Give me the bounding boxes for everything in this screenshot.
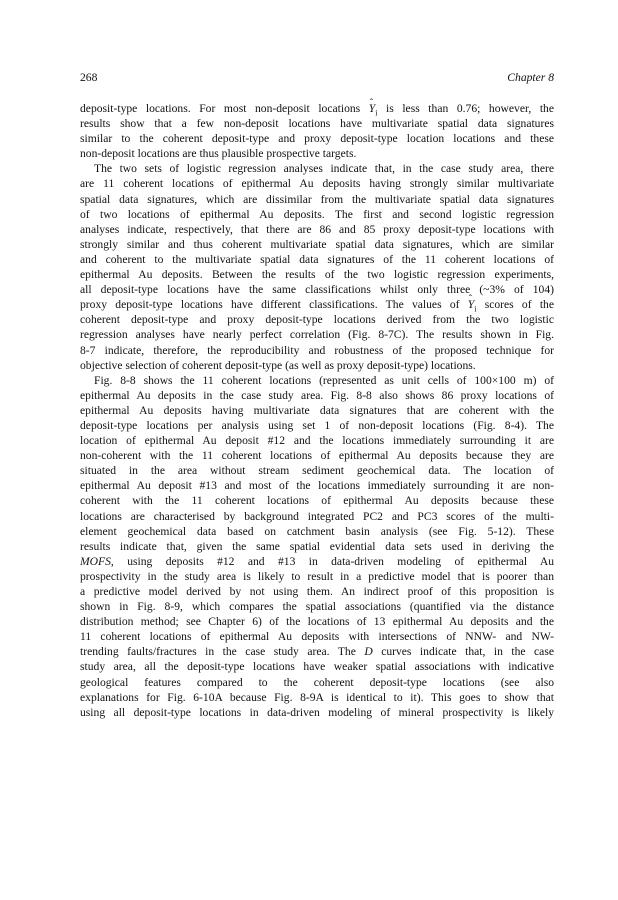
text-segment: locations are characterised by background integrated PC2 and PC3 scores of the multi- bbox=[80, 509, 554, 523]
text-line bbox=[80, 403, 554, 418]
text-segment: non-coherent with the 11 coherent locations of epithermal Au deposits because they are bbox=[80, 449, 554, 463]
text-segment: geological features compared to the coherent deposit-type locations (see also bbox=[80, 675, 554, 689]
text-segment: deposit-type locations per analysis using set 1 of non-deposit locations (Fig. 8-4). The bbox=[80, 418, 554, 432]
text-line bbox=[80, 463, 554, 478]
text-line bbox=[80, 690, 554, 705]
text-line bbox=[80, 644, 554, 659]
text-segment: epithermal Au deposit #13 and most of the locations immediately surrounding it are non- bbox=[80, 479, 554, 493]
text-segment: study area, all the deposit-type locations have weaker spatial associations with indicative bbox=[80, 660, 554, 674]
math-symbol: ˆ Y bbox=[369, 101, 375, 116]
text-segment: coherent with the 11 coherent locations of epithermal Au deposits because these bbox=[80, 494, 554, 508]
text-segment: spatial data signatures, which are dissimilar from the multivariate spatial data signatures bbox=[80, 192, 554, 206]
text-segment: non-deposit locations are thus plausible prospective targets. bbox=[80, 147, 357, 161]
text-segment: MOFS bbox=[80, 554, 111, 568]
text-line bbox=[80, 327, 554, 342]
text-segment: epithermal Au deposits. Between the results of the two logistic regression experiments, bbox=[80, 268, 554, 282]
body-text bbox=[80, 101, 554, 720]
text-segment: curves indicate that, in the case bbox=[372, 645, 554, 659]
text-line bbox=[80, 252, 554, 267]
text-segment: are 11 coherent locations of epithermal Au deposits having strongly similar multivariate bbox=[80, 177, 554, 191]
text-segment: , using deposits #12 and #13 in data-driven modeling of epithermal Au bbox=[110, 554, 554, 568]
text-line bbox=[80, 222, 554, 237]
text-segment: element geochemical data based on catchment basin analysis (see Fig. 5-12). These bbox=[80, 524, 554, 538]
text-segment: D bbox=[364, 645, 373, 659]
text-line bbox=[80, 282, 554, 297]
text-segment: trending faults/fractures in the case study area. The bbox=[80, 645, 365, 659]
text-line bbox=[80, 131, 554, 146]
text-line bbox=[80, 161, 554, 176]
text-line bbox=[80, 358, 554, 373]
text-line bbox=[80, 343, 554, 358]
text-line bbox=[80, 237, 554, 252]
text-segment: analyses indicate, respectively, that there are 86 and 85 proxy deposit-type locations with bbox=[80, 222, 554, 236]
text-line bbox=[80, 629, 554, 644]
page-number: 268 bbox=[80, 71, 98, 84]
text-line bbox=[80, 207, 554, 222]
text-segment: results indicate that, given the same spatial evidential data sets used in deriving the bbox=[80, 539, 554, 553]
text-segment: prospectivity in the study area is likely to result in a predictive model that is poorer than bbox=[80, 569, 554, 583]
text-segment: situated in the area without stream sediment geochemical data. The location of bbox=[80, 464, 554, 478]
text-line bbox=[80, 146, 554, 161]
running-header bbox=[80, 71, 554, 87]
text-line bbox=[80, 569, 554, 584]
text-segment: deposit-type locations. For most non-deposit locations bbox=[80, 102, 369, 115]
text-line bbox=[80, 614, 554, 629]
math-subscript: i bbox=[375, 108, 378, 118]
text-segment: epithermal Au deposits in the case study area. Fig. 8-8 also shows 86 proxy locations of bbox=[80, 388, 554, 402]
text-segment: similar to the coherent deposit-type and proxy deposit-type location locations and these bbox=[80, 132, 554, 146]
text-line bbox=[80, 705, 554, 720]
text-segment: Fig. 8-8 shows the 11 coherent locations (represented as unit cells of 100×100 m) of bbox=[94, 373, 554, 387]
text-line bbox=[80, 192, 554, 207]
text-line bbox=[80, 433, 554, 448]
text-segment: regression analyses have nearly perfect correlation (Fig. 8-7C). The results shown in Fig. bbox=[80, 328, 554, 342]
text-segment: 11 coherent locations of epithermal Au deposits with intersections of NNW- and NW- bbox=[80, 630, 554, 644]
text-line bbox=[80, 267, 554, 282]
text-segment: epithermal Au deposits having multivariate data signatures that are coherent with the bbox=[80, 403, 554, 417]
chapter-title: Chapter 8 bbox=[507, 71, 554, 84]
text-segment: strongly similar and thus coherent multivariate spatial data signatures, which are similar bbox=[80, 237, 554, 251]
text-segment: shown in Fig. 8-9, which compares the spatial associations (quantified via the distance bbox=[80, 600, 554, 614]
text-line bbox=[80, 448, 554, 463]
text-line bbox=[80, 478, 554, 493]
text-line bbox=[80, 312, 554, 327]
text-segment: objective selection of coherent deposit-type (as well as proxy deposit-type) locations. bbox=[80, 358, 476, 372]
text-line bbox=[80, 554, 554, 569]
text-segment: and coherent to the multivariate spatial data signatures of the 11 coherent locations of bbox=[80, 252, 554, 266]
math-subscript: i bbox=[474, 304, 477, 314]
text-segment: scores of the bbox=[476, 298, 554, 312]
text-line bbox=[80, 388, 554, 403]
text-line bbox=[80, 584, 554, 599]
text-segment: all deposit-type locations have the same classifications whilst only three (~3% of 104) bbox=[80, 283, 554, 297]
text-line bbox=[80, 116, 554, 131]
text-line bbox=[80, 509, 554, 524]
text-line bbox=[80, 539, 554, 554]
text-line bbox=[80, 373, 554, 388]
text-line bbox=[80, 418, 554, 433]
text-segment: of two locations of epithermal Au deposits. The first and second logistic regression bbox=[80, 207, 554, 221]
text-segment: a predictive model derived by not using them. An indirect proof of this proposition is bbox=[80, 585, 554, 598]
text-line bbox=[80, 659, 554, 674]
text-line bbox=[80, 297, 554, 312]
text-segment: distribution method; see Chapter 6) of the locations of 13 epithermal Au deposits and the bbox=[80, 615, 554, 629]
text-segment: explanations for Fig. 6-10A because Fig. 8-9A is identical to it). This goes to show that bbox=[80, 690, 554, 704]
text-segment: proxy deposit-type locations have different classifications. The values of bbox=[80, 298, 468, 312]
text-line bbox=[80, 493, 554, 508]
text-line bbox=[80, 176, 554, 191]
text-segment: results show that a few non-deposit locations have multivariate spatial data signatures bbox=[80, 117, 554, 131]
math-symbol: ˆ Y bbox=[468, 297, 474, 312]
text-segment: using all deposit-type locations in data-driven modeling of mineral prospectivity is likely bbox=[80, 705, 554, 719]
text-line bbox=[80, 675, 554, 690]
text-line bbox=[80, 524, 554, 539]
text-segment: is less than 0.76; however, the bbox=[377, 102, 554, 115]
text-segment: 8-7 indicate, therefore, the reproducibility and robustness of the proposed technique for bbox=[80, 343, 554, 357]
text-segment: The two sets of logistic regression analyses indicate that, in the case study area, there bbox=[94, 162, 554, 176]
text-line bbox=[80, 101, 554, 116]
text-segment: location of epithermal Au deposit #12 and the locations immediately surrounding it are bbox=[80, 434, 554, 448]
text-segment: coherent deposit-type and proxy deposit-type locations derived from the two logistic bbox=[80, 313, 554, 327]
text-line bbox=[80, 599, 554, 614]
